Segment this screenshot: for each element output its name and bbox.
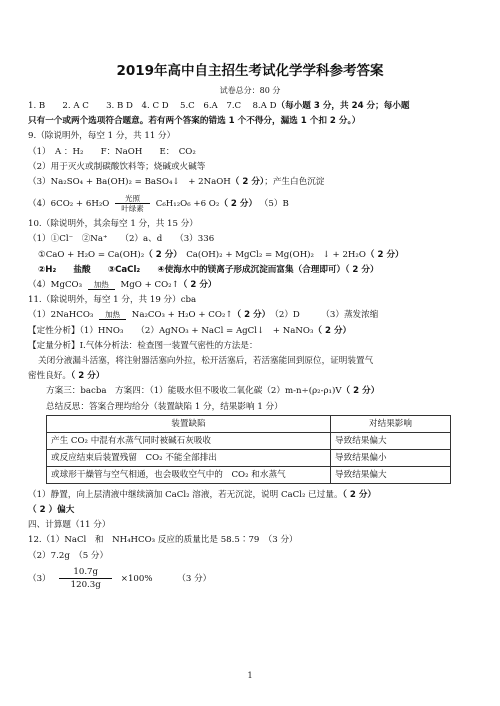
condition-heat: 加热 — [88, 280, 115, 290]
q9-part4-reactants: （4）6CO₂ + 6H₂O — [28, 199, 110, 210]
q10-part4-reactant: （4）MgCO₃ — [28, 280, 83, 291]
q10-eq2: Ca(OH)₂ + MgCl₂ = Mg(OH)₂ ↓ + 2H₂O — [177, 249, 366, 260]
table-cell: 导致结果偏小 — [331, 449, 451, 466]
condition-light: 光照 — [115, 194, 150, 204]
q10-eq2-points: （ 2 分） — [365, 249, 404, 260]
q10-answers: ②H₂ 盐酸 ③CaCl₂ — [38, 264, 158, 275]
page-number: 1 — [247, 671, 253, 680]
q12-part3-label: （3） — [28, 573, 51, 584]
table-cell: 产生 CO₂ 中混有水蒸气同时被碱石灰吸收 — [47, 432, 331, 449]
q12-part3-points: （3 分） — [177, 573, 212, 584]
condition-heat-2: 加热 — [99, 310, 126, 320]
q11-qualitative — [28, 324, 472, 339]
q11-reflection-1-answer: （1）静置，向上层清液中继续滴加 CaCl₂ 溶液，若无沉淀，说明 CaCl₂ 已过量。 — [28, 489, 343, 500]
q10-part4-products: MgO + CO₂↑ — [120, 280, 179, 291]
table-header: 装置缺陷 — [47, 415, 331, 432]
q11-plans-points: （ 2 分） — [341, 386, 380, 397]
table-header-row — [47, 415, 451, 432]
table-row — [47, 432, 451, 449]
total-score: 试卷总分：80 分 — [219, 86, 281, 95]
q11-part1-points: （ 2 分） — [232, 310, 266, 321]
q1-8-scoring-note: （每小题 3 分，共 24 分；每小题 — [276, 101, 410, 111]
q11-airtight-result — [28, 369, 472, 384]
photosynthesis-arrow — [115, 194, 150, 213]
q10-eq1: ①CaO + H₂O = Ca(OH)₂ — [38, 249, 145, 260]
table-cell: 导致结果偏大 — [331, 432, 451, 449]
q11-reflection-2: （ 2 ）偏大 — [28, 505, 75, 516]
heating-arrow-2 — [99, 310, 126, 320]
q10-purpose: ④使海水中的镁离子形成沉淀而富集（合理即可） — [157, 264, 346, 275]
q12-part1: 12.（1）NaCl 和 NH₄HCO₃ 反应的质量比是 58.5∶79 （3 分） — [28, 535, 298, 546]
q9-part3-points: （ 2 分） — [230, 177, 265, 188]
q9-part3-phenomenon: ；产生白色沉淀 — [264, 177, 325, 188]
q11-parts-2-3: （2）D （3）蒸发浓缩 — [265, 310, 379, 321]
q10-purpose-points: （ 2 分） — [345, 264, 379, 275]
q12-part2: （2）7.2g （5 分） — [28, 550, 109, 561]
q11-reflection-1 — [28, 488, 472, 503]
q9-part5: （5）B — [259, 199, 289, 210]
q10-answers-2-4 — [28, 263, 472, 278]
q11-header: 11.（除说明外，每空 1 分，共 19 分）cba — [28, 295, 197, 306]
q10-part4 — [28, 278, 472, 293]
q11-part1-products: Na₂CO₃ + H₂O + CO₂↑ — [131, 310, 233, 321]
q9-part1: （1） A ：H₂ F：NaOH E： CO₂ — [28, 146, 196, 157]
q10-part4-points: （ 2 分） — [178, 280, 217, 291]
q11-part1 — [28, 308, 472, 323]
q11-plans-answer: 方案三：bacba 方案四：（1）能吸水但不吸收二氧化碳（2）m-n÷(ρ₂-ρ₁)V — [46, 386, 342, 397]
table-row — [47, 449, 451, 466]
q12-part3 — [28, 566, 472, 591]
q11-plans — [28, 384, 472, 399]
mass-fraction — [59, 566, 112, 591]
q11-qualitative-points: （ 2 分） — [313, 325, 352, 336]
q9-part2: （2）用于灭火或制碳酸饮料等；烧碱或火碱等 — [28, 161, 206, 172]
defect-table — [46, 415, 451, 484]
q9-part3 — [28, 175, 472, 190]
q11-airtight-method: 关闭分液漏斗活塞，将注射器活塞向外拉，松开活塞后，若活塞能回到原位，证明装置气 — [38, 356, 374, 367]
condition-chlorophyll: 叶绿素 — [121, 204, 144, 214]
q9-part4 — [28, 194, 472, 213]
fraction-numerator: 10.7g — [59, 566, 112, 579]
q11-quantitative: 【定量分析】Ⅰ.气体分析法：检查图一装置气密性的方法是： — [28, 340, 258, 351]
percent-factor: ×100% — [120, 573, 153, 584]
q10-eq1-points: （ 2 分） — [144, 249, 178, 260]
q9-header: 9.（除说明外，每空 1 分，共 11 分） — [28, 131, 176, 142]
q1-8-answer-keys: 1. B 2. A C 3. B D 4. C D 5.C 6.A 7.C 8.A D — [28, 101, 277, 111]
q11-airtight-points: （ 2 分） — [70, 371, 105, 382]
table-header: 对结果影响 — [331, 415, 451, 432]
q9-part3-equation: （3）Na₂SO₄ + Ba(OH)₂ = BaSO₄↓ + 2NaOH — [28, 177, 231, 188]
q11-reflection-1-points: （ 2 分） — [342, 489, 377, 500]
section-4-header: 四、计算题（11 分） — [28, 520, 111, 531]
q9-part4-products: C₆H₁₂O₆ +6 O₂ — [155, 199, 220, 210]
q9-part4-points: （ 2 分） — [219, 199, 258, 210]
q1-8-scoring-rule: 只有一个或两个选项符合题意。若有两个答案的错选 1 个不得分，漏选 1 个扣 2 分。） — [28, 116, 361, 127]
table-row — [47, 466, 451, 483]
q11-airtight-conclusion: 密性良好。 — [28, 371, 71, 382]
table-cell: 或球形干燥管与空气相通，也会吸收空气中的 CO₂ 和水蒸气 — [47, 466, 331, 483]
table-cell: 或反应结束后装置残留 CO₂ 不能全部排出 — [47, 449, 331, 466]
heating-arrow — [88, 280, 115, 290]
q11-reflection: 总结反思：答案合理均给分（装置缺陷 1 分，结果影响 1 分） — [46, 401, 283, 412]
fraction-denominator: 120.3g — [70, 579, 101, 590]
q1-8-answers — [28, 99, 472, 114]
document-title: 2019年高中自主招生考试化学学科参考答案 — [116, 63, 384, 79]
q10-equations — [28, 248, 472, 263]
table-cell: 导致结果偏大 — [331, 466, 451, 483]
q10-header: 10.（除说明外，其余每空 1 分，共 15 分） — [28, 219, 198, 230]
q11-part1-reactant: （1）2NaHCO₃ — [28, 310, 94, 321]
q10-parts-1-3: （1）①Cl⁻ ②Na⁺ （2）a、d （3）336 — [28, 234, 215, 245]
q11-qualitative-answer: 【定性分析】（1）HNO₃ （2）AgNO₃ + NaCl = AgCl↓ + NaNO₃ — [28, 325, 314, 336]
